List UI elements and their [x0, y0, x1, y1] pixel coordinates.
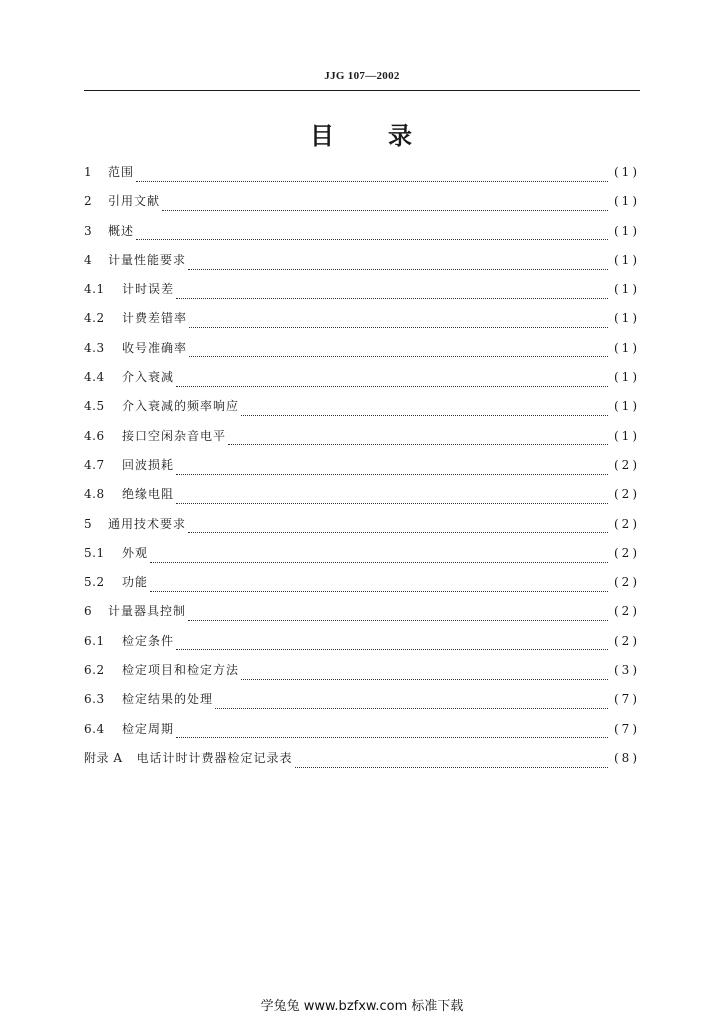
toc-label: 接口空闲杂音电平 — [122, 428, 227, 443]
dot-leader — [176, 385, 608, 387]
toc-label: 概述 — [108, 223, 135, 238]
toc-entry[interactable] — [84, 427, 640, 456]
toc-number: 4.3 — [84, 340, 105, 355]
toc-label: 通用技术要求 — [108, 516, 187, 531]
toc-label: 回波损耗 — [122, 457, 175, 472]
toc-entry[interactable] — [84, 690, 640, 719]
toc-number: 3 — [84, 223, 93, 238]
toc-entry[interactable] — [84, 485, 640, 514]
toc-page: (1) — [614, 370, 640, 385]
toc-number: 4 — [84, 252, 93, 267]
toc-label: 介入衰减的频率响应 — [122, 399, 240, 414]
toc-entry[interactable] — [84, 368, 640, 397]
toc-number: 4.5 — [84, 399, 105, 414]
toc-label: 绝缘电阻 — [122, 487, 175, 502]
toc-number: 4.1 — [84, 282, 105, 297]
toc-page: (1) — [614, 223, 640, 238]
dot-leader — [241, 678, 608, 680]
toc-label: 检定周期 — [122, 721, 175, 736]
toc-page: (1) — [614, 282, 640, 297]
footer-watermark: 学兔兔 www.bzfxw.com 标准下载 — [260, 999, 464, 1014]
dot-leader — [176, 736, 608, 738]
toc-label: 计量性能要求 — [108, 252, 187, 267]
toc-page: (2) — [614, 575, 640, 590]
toc-number: 6.3 — [84, 692, 105, 707]
dot-leader — [176, 648, 608, 650]
toc-label: 检定结果的处理 — [122, 692, 214, 707]
toc-number: 附录 A — [84, 750, 123, 765]
toc-page: (2) — [614, 633, 640, 648]
toc-entry[interactable] — [84, 573, 640, 602]
dot-leader — [228, 443, 608, 445]
toc-entry[interactable] — [84, 661, 640, 690]
toc-page: (2) — [614, 545, 640, 560]
toc-number: 1 — [84, 165, 93, 179]
toc-page: (1) — [614, 340, 640, 355]
toc-number: 6.4 — [84, 721, 105, 736]
toc-page: (7) — [614, 692, 640, 707]
toc-label: 介入衰减 — [122, 370, 175, 385]
toc-number: 6.1 — [84, 633, 105, 648]
toc-label: 功能 — [122, 575, 149, 590]
page-title: 目 录 — [310, 122, 414, 150]
toc-label: 计量器具控制 — [108, 604, 187, 619]
toc-page: (1) — [614, 252, 640, 267]
toc-label: 计费差错率 — [122, 311, 188, 326]
toc-page: (1) — [614, 165, 640, 179]
dot-leader — [189, 326, 608, 328]
toc-page: (2) — [614, 516, 640, 531]
toc-label: 检定条件 — [122, 633, 175, 648]
toc-number: 4.2 — [84, 311, 105, 326]
toc-page: (2) — [614, 487, 640, 502]
dot-leader — [188, 619, 608, 621]
header-rule — [84, 90, 640, 91]
toc-number: 4.4 — [84, 370, 105, 385]
toc-entry[interactable] — [84, 222, 640, 251]
dot-leader — [150, 590, 608, 592]
toc-entry-appendix[interactable] — [84, 749, 640, 778]
toc-label: 电话计时计费器检定记录表 — [136, 750, 293, 765]
dot-leader — [241, 414, 608, 416]
toc-entry[interactable] — [84, 544, 640, 573]
toc-page: (8) — [614, 750, 640, 765]
toc-label: 范围 — [108, 165, 135, 179]
toc-entry[interactable] — [84, 309, 640, 338]
toc-entry[interactable] — [84, 602, 640, 631]
table-of-contents — [84, 163, 640, 778]
dot-leader — [295, 766, 609, 768]
dot-leader — [162, 209, 608, 211]
toc-label: 引用文献 — [108, 194, 161, 209]
toc-number: 5.1 — [84, 545, 105, 560]
toc-number: 4.8 — [84, 487, 105, 502]
toc-entry[interactable] — [84, 397, 640, 426]
toc-entry[interactable] — [84, 163, 640, 192]
toc-entry[interactable] — [84, 456, 640, 485]
toc-entry[interactable] — [84, 280, 640, 309]
toc-page: (1) — [614, 311, 640, 326]
toc-entry[interactable] — [84, 339, 640, 368]
dot-leader — [215, 707, 608, 709]
toc-page: (3) — [614, 663, 640, 678]
toc-number: 5 — [84, 516, 93, 531]
dot-leader — [150, 561, 608, 563]
toc-label: 外观 — [122, 545, 149, 560]
toc-page: (2) — [614, 457, 640, 472]
toc-page: (1) — [614, 194, 640, 209]
toc-label: 计时误差 — [122, 282, 175, 297]
toc-entry[interactable] — [84, 251, 640, 280]
toc-number: 4.7 — [84, 457, 105, 472]
toc-page: (2) — [614, 604, 640, 619]
toc-number: 6.2 — [84, 663, 105, 678]
toc-number: 2 — [84, 194, 93, 209]
toc-page: (7) — [614, 721, 640, 736]
toc-number: 4.6 — [84, 428, 105, 443]
toc-number: 6 — [84, 604, 93, 619]
toc-label: 检定项目和检定方法 — [122, 663, 240, 678]
dot-leader — [176, 473, 608, 475]
toc-entry[interactable] — [84, 515, 640, 544]
dot-leader — [188, 268, 608, 270]
toc-number: 5.2 — [84, 575, 105, 590]
dot-leader — [176, 297, 608, 299]
dot-leader — [136, 238, 608, 240]
toc-page: (1) — [614, 399, 640, 414]
dot-leader — [176, 502, 608, 504]
toc-entry[interactable] — [84, 720, 640, 749]
document-code: JJG 107—2002 — [324, 70, 400, 82]
dot-leader — [136, 180, 608, 182]
toc-label: 收号准确率 — [122, 340, 188, 355]
dot-leader — [189, 355, 608, 357]
toc-page: (1) — [614, 428, 640, 443]
toc-entry[interactable] — [84, 192, 640, 221]
toc-entry[interactable] — [84, 632, 640, 661]
dot-leader — [188, 531, 608, 533]
